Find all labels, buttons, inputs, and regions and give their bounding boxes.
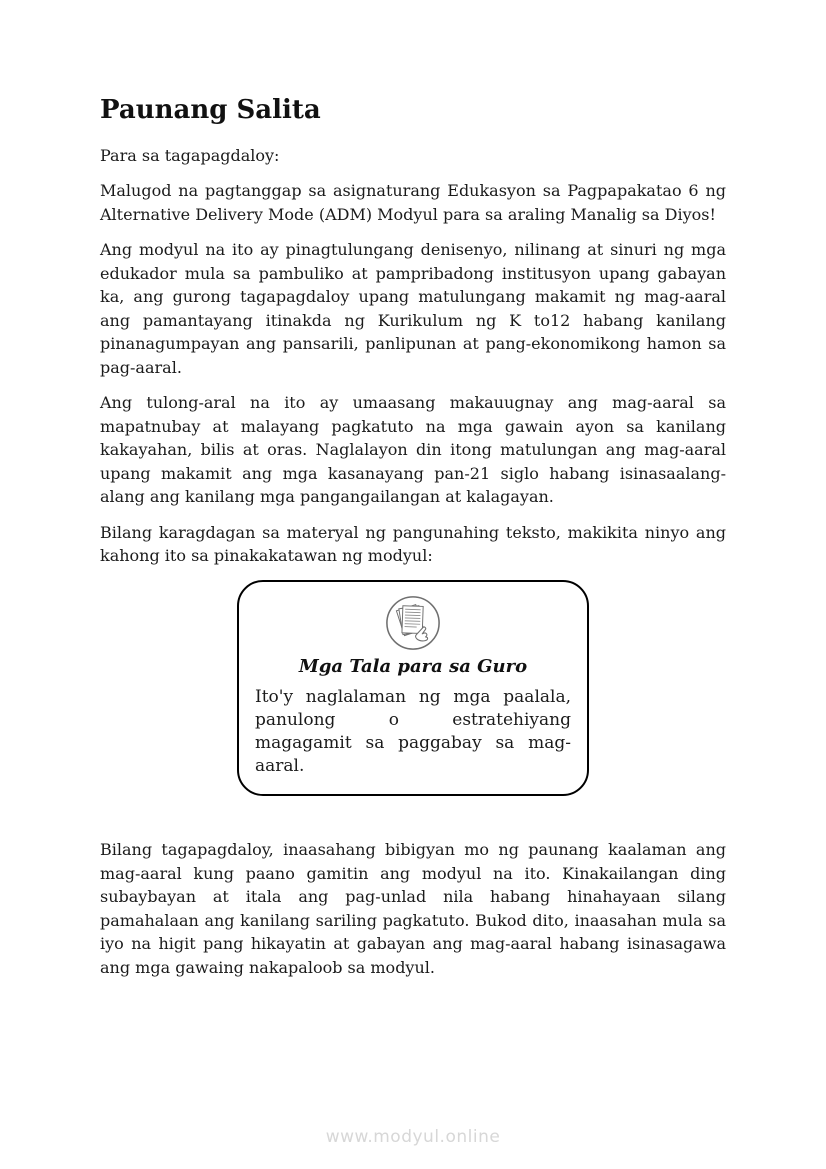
papers-in-hand-icon — [384, 594, 442, 652]
note-box-body: Ito'y naglalaman ng mga paalala, panulong o estratehiyang magagamit sa paggabay sa mag-aaral. — [255, 687, 571, 777]
page-content — [100, 96, 726, 991]
page-title: Paunang Salita — [100, 95, 321, 125]
note-icon-container — [255, 594, 571, 652]
paragraph-facilitator-role: Bilang tagapagdaloy, inaasahang bibigyan mo ng paunang kaalaman ang mag-aaral kung paano gamitin ang modyul na ito. Kinakailangan ding subaybayan at itala ang pag-unlad nila habang hinahayaan silang pamahalaan ang kanilang sariling pagkatuto. Bukod dito, inaasahan mula sa iyo na higit pang hikayatin at gabayan ang mag-aaral habang isinasagawa ang mga gawaing nakapaloob sa modyul. — [100, 840, 726, 977]
paragraph-learning-aid: Ang tulong-aral na ito ay umaasang makauugnay ang mag-aaral sa mapatnubay at malayang pagkatuto na mga gawain ayon sa kanilang kakayahan, bilis at oras. Naglalayon din itong matulungan ang mag-aaral upang makamit ang mga kasanayang pan-21 siglo habang isinasaalang-alang ang kanilang mga pangangailangan at kalagayan. — [100, 393, 726, 507]
teacher-notes-box — [237, 580, 589, 797]
paragraph-box-intro: Bilang karagdagan sa materyal ng pangunahing teksto, makikita ninyo ang kahong ito sa pinakakatawan ng modyul: — [100, 522, 726, 566]
note-box-title: Mga Tala para sa Guro — [298, 655, 528, 677]
watermark-text: www.modyul.online — [325, 1127, 501, 1147]
paragraph-module-design: Ang modyul na ito ay pinagtulungang denisenyo, nilinang at sinuri ng mga edukador mula sa pambuliko at pampribadong institusyon upang gabayan ka, ang gurong tagapagdaloy upang matulungang makamit ng mag-aaral ang pamantayang itinakda ng Kurikulum ng K to12 habang kanilang pinanagumpayan ang pansarili, panlipunan at pang-ekonomikong hamon sa pag-aaral. — [100, 240, 726, 377]
paragraph-welcome: Malugod na pagtanggap sa asignaturang Edukasyon sa Pagpapakatao 6 ng Alternative Delivery Mode (ADM) Modyul para sa araling Manalig sa Diyos! — [100, 181, 726, 224]
salutation-line: Para sa tagapagdaloy: — [100, 145, 280, 165]
